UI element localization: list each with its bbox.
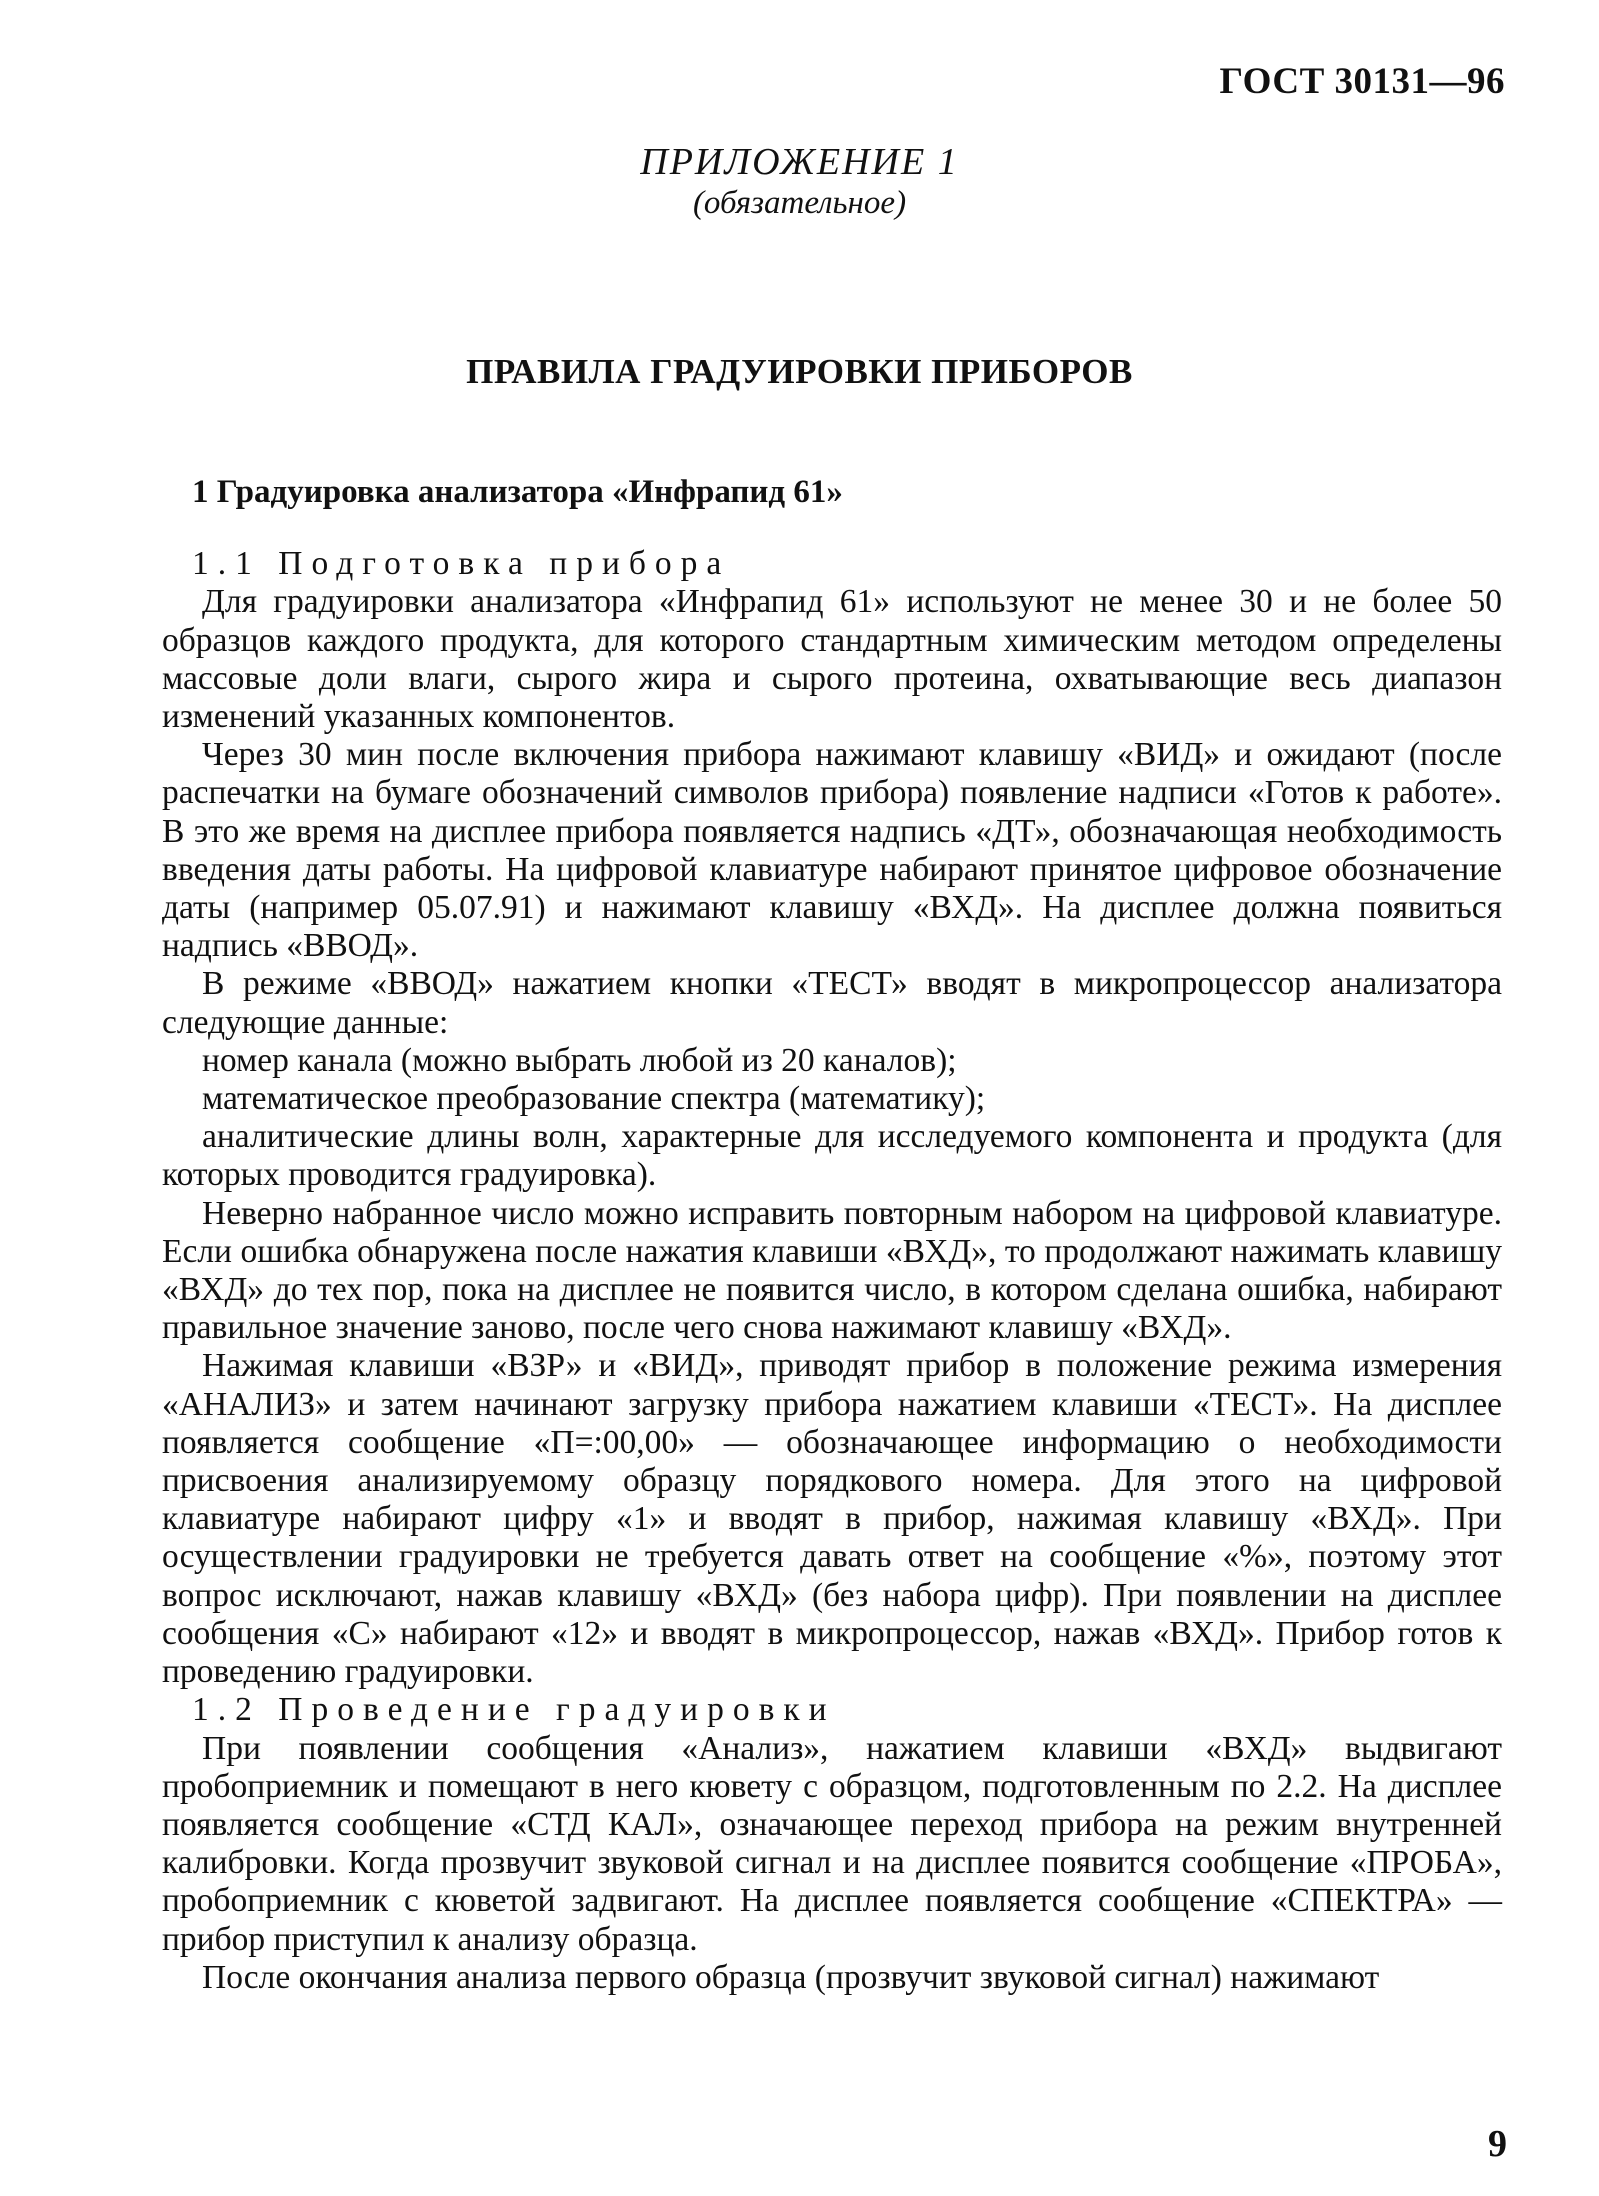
list-item: математическое преобразование спектра (математику); — [202, 1080, 986, 1118]
paragraph: Неверно набранное число можно исправить повторным набором на цифровой клавиатуре. Если ошибка обнаружена после нажатия клавиши «ВХД», то продолжают нажимать клавишу «ВХД» до тех пор, пока на дисплее не появится число, в котором сделана ошибка, набирают правильное значение заново, после чего снова нажимают клавишу «ВХД». — [162, 1194, 1502, 1347]
list-item: аналитические длины волн, характерные для исследуемого компонента и продукта (для которых проводится градуировка). — [162, 1118, 1502, 1194]
paragraph: Нажимая клавиши «ВЗР» и «ВИД», приводят прибор в положение режима измерения «АНАЛИЗ» и затем начинают загрузку прибора нажатием клавиши «ТЕСТ». На дисплее появляется сообщение «П=:00,00» — обозначающее информацию о необходимости присвоения анализируемому образцу порядкового номера. Для этого на цифровой клавиатуре набирают цифру «1» и вводят в прибор, нажимая клавишу «ВХД». При осуществлении градуировки не требуется давать ответ на сообщение «%», поэтому этот вопрос исключают, нажав клавишу «ВХД» (без набора цифр). При появлении на дисплее сообщения «С» набирают «12» и вводят в микропроцессор, нажав «ВХД». Прибор готов к проведению градуировки. — [162, 1347, 1502, 1691]
subsection-heading-preparation: 1.1 Подготовка прибора — [192, 545, 731, 583]
annex-title: ПРИЛОЖЕНИЕ 1 — [640, 141, 959, 183]
paragraph: Через 30 мин после включения прибора нажимают клавишу «ВИД» и ожидают (после распечатки на бумаге обозначений символов прибора) появление надписи «Готов к работе». В это же время на дисплее прибора появляется надпись «ДТ», обозначающая необходимость введения даты работы. На цифровой клавиатуре набирают принятое цифровое обозначение даты (например 05.07.91) и нажимают клавишу «ВХД». На дисплее должна появиться надпись «ВВОД». — [162, 736, 1502, 965]
annex-subtitle: (обязательное) — [692, 185, 907, 221]
document-title: ПРАВИЛА ГРАДУИРОВКИ ПРИБОРОВ — [466, 352, 1133, 391]
subsection-heading-calibration: 1.2 Проведение градуировки — [192, 1691, 836, 1729]
paragraph: После окончания анализа первого образца (прозвучит звуковой сигнал) нажимают — [202, 1958, 1380, 1996]
paragraph: Для градуировки анализатора «Инфрапид 61» используют не менее 30 и не более 50 образцов каждого продукта, для которого стандартным химическим методом определены массовые доли влаги, сырого жира и сырого протеина, охватывающие весь диапазон изменений указанных компонентов. — [162, 583, 1502, 736]
document-body — [162, 473, 1502, 1997]
paragraph: В режиме «ВВОД» нажатием кнопки «ТЕСТ» вводят в микропроцессор анализатора следующие данные: — [162, 965, 1502, 1041]
section-heading: 1 Градуировка анализатора «Инфрапид 61» — [192, 474, 843, 510]
page-number: 9 — [1488, 2123, 1507, 2165]
paragraph: При появлении сообщения «Анализ», нажатием клавиши «ВХД» выдвигают пробоприемник и помещают в него кювету с образцом, подготовленным по 2.2. На дисплее появляется сообщение «СТД КАЛ», означающее переход прибора на режим внутренней калибровки. Когда прозвучит звуковой сигнал и на дисплее появится сообщение «ПРОБА», пробоприемник с кюветой задвигают. На дисплее появляется сообщение «СПЕКТРА» — прибор приступил к анализу образца. — [162, 1729, 1502, 1958]
list-item: номер канала (можно выбрать любой из 20 каналов); — [202, 1041, 957, 1079]
standard-code: ГОСТ 30131—96 — [1219, 61, 1505, 102]
